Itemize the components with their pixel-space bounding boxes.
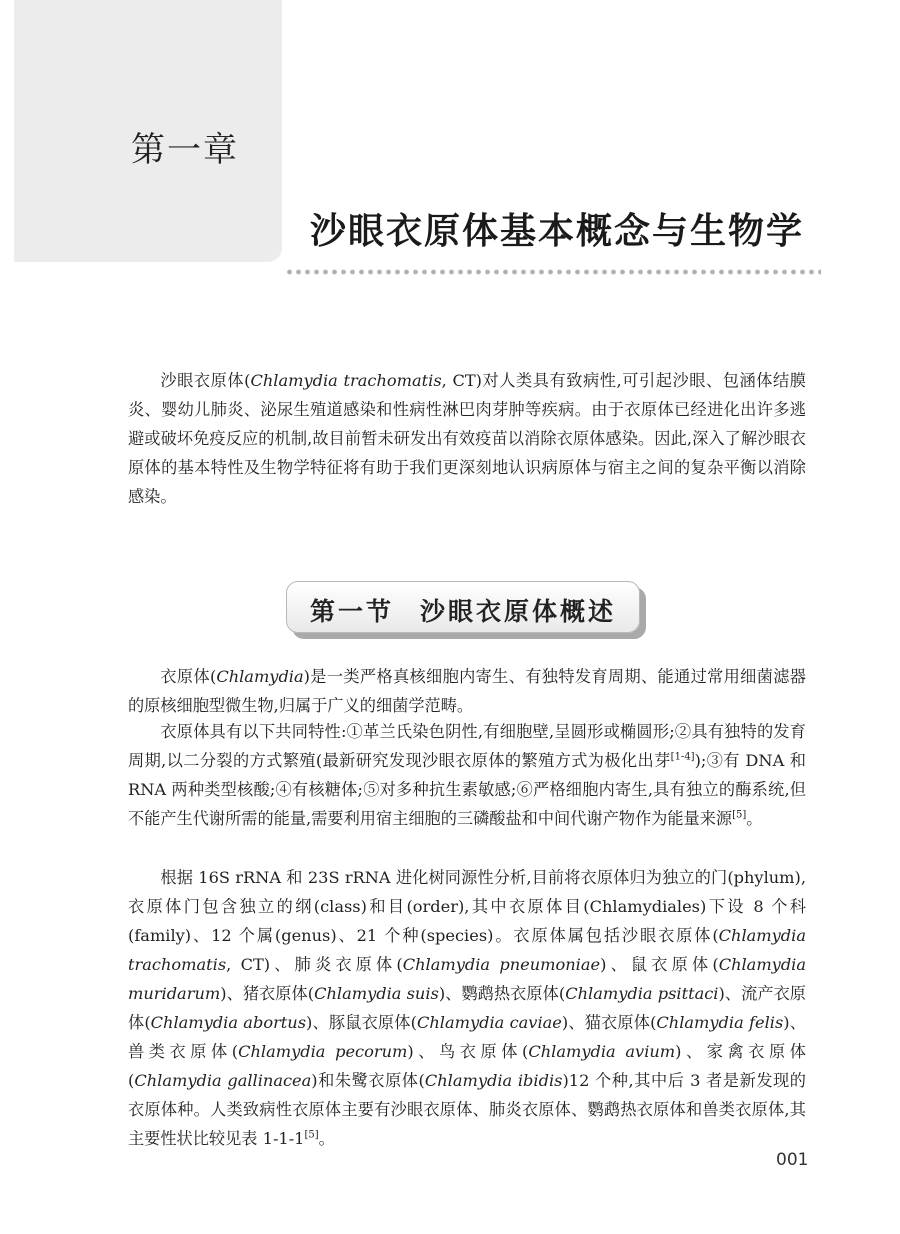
citation-ref: [1-4] [670,751,695,763]
chapter-label: 第一章 [131,130,239,170]
species-name: Chlamydia ibidis [424,1071,563,1090]
species-name: Chlamydia gallinacea [134,1071,312,1090]
species-name: Chlamydia abortus [150,1013,307,1032]
species-name: Chlamydia muridarum [128,955,807,1003]
section-name: 沙眼衣原体概述 [420,597,617,626]
species-name: Chlamydia felis [656,1013,784,1032]
species-name: Chlamydia caviae [416,1013,562,1032]
page-number: 001 [776,1150,809,1170]
section-number: 第一节 [309,597,394,626]
body-paragraph-1: 衣原体(Chlamydia)是一类严格真核细胞内寄生、有独特发育周期、能通过常用细菌滤器的原核细胞型微生物,归属于广义的细菌学范畴。 [128,667,806,715]
species-name: Chlamydia suis [314,984,439,1003]
citation-ref: [5] [304,1129,319,1141]
species-name: Chlamydia pecorum [238,1042,408,1061]
body-paragraph-2: 衣原体具有以下共同特性:①革兰氏染色阴性,有细胞壁,呈圆形或椭圆形;②具有独特的发育周期,以二分裂的方式繁殖(最新研究发现沙眼衣原体的繁殖方式为极化出芽[1-4]);③有 DNA 和 RNA 两种类型核酸;④有核糖体;⑤对多种抗生素敏感;⑥严格细胞内寄生,具有独立的酶系统,但不能产生代谢所需的能量,需要利用宿主细胞的三磷酸盐和中间代谢产物作为能量来源[5]。 [128,722,806,828]
section-heading-box [286,581,640,633]
dotted-divider [285,269,821,275]
citation-ref: [5] [732,809,747,821]
species-name: Chlamydia trachomatis [250,371,442,390]
section-title [287,592,639,628]
body-paragraph-3: 根据 16S rRNA 和 23S rRNA 进化树同源性分析,目前将衣原体归为独立的门(phylum),衣原体门包含独立的纲(class)和目(order),其中衣原体目(Chlamydiales)下设 8 个科(family)、12 个属(genus)、21 个种(species)。衣原体属包括沙眼衣原体(Chlamydia trachomatis, CT)、肺炎衣原体(Chlamydia pneumoniae)、鼠衣原体(Chlamydia muridarum)、猪衣原体(Chlamydia suis)、鹦鹉热衣原体(Chlamydia psittaci)、流产衣原体(Chlamydia abortus)、豚鼠衣原体(Chlamydia caviae)、猫衣原体(Chlamydia felis)、兽类衣原体(Chlamydia pecorum)、鸟衣原体(Chlamydia avium)、家禽衣原体(Chlamydia gallinacea)和朱鹭衣原体(Chlamydia ibidis)12 个种,其中后 3 者是新发现的衣原体种。人类致病性衣原体主要有沙眼衣原体、肺炎衣原体、鹦鹉热衣原体和兽类衣原体,其主要性状比较见表 1-1-1[5]。 [128,868,807,1148]
species-name: Chlamydia [216,667,304,686]
species-name: Chlamydia psittaci [565,984,719,1003]
intro-paragraph: 沙眼衣原体(Chlamydia trachomatis, CT)对人类具有致病性,可引起沙眼、包涵体结膜炎、婴幼儿肺炎、泌尿生殖道感染和性病性淋巴肉芽肿等疾病。由于衣原体已经进化出许多逃避或破坏免疫反应的机制,故目前暂未研发出有效疫苗以消除衣原体感染。因此,深入了解沙眼衣原体的基本特性及生物学特征将有助于我们更深刻地认识病原体与宿主之间的复杂平衡以消除感染。 [128,371,806,506]
species-name: Chlamydia trachomatis [128,926,806,974]
species-name: Chlamydia avium [528,1042,676,1061]
chapter-title: 沙眼衣原体基本概念与生物学 [309,210,804,252]
species-name: Chlamydia pneumoniae [402,955,601,974]
